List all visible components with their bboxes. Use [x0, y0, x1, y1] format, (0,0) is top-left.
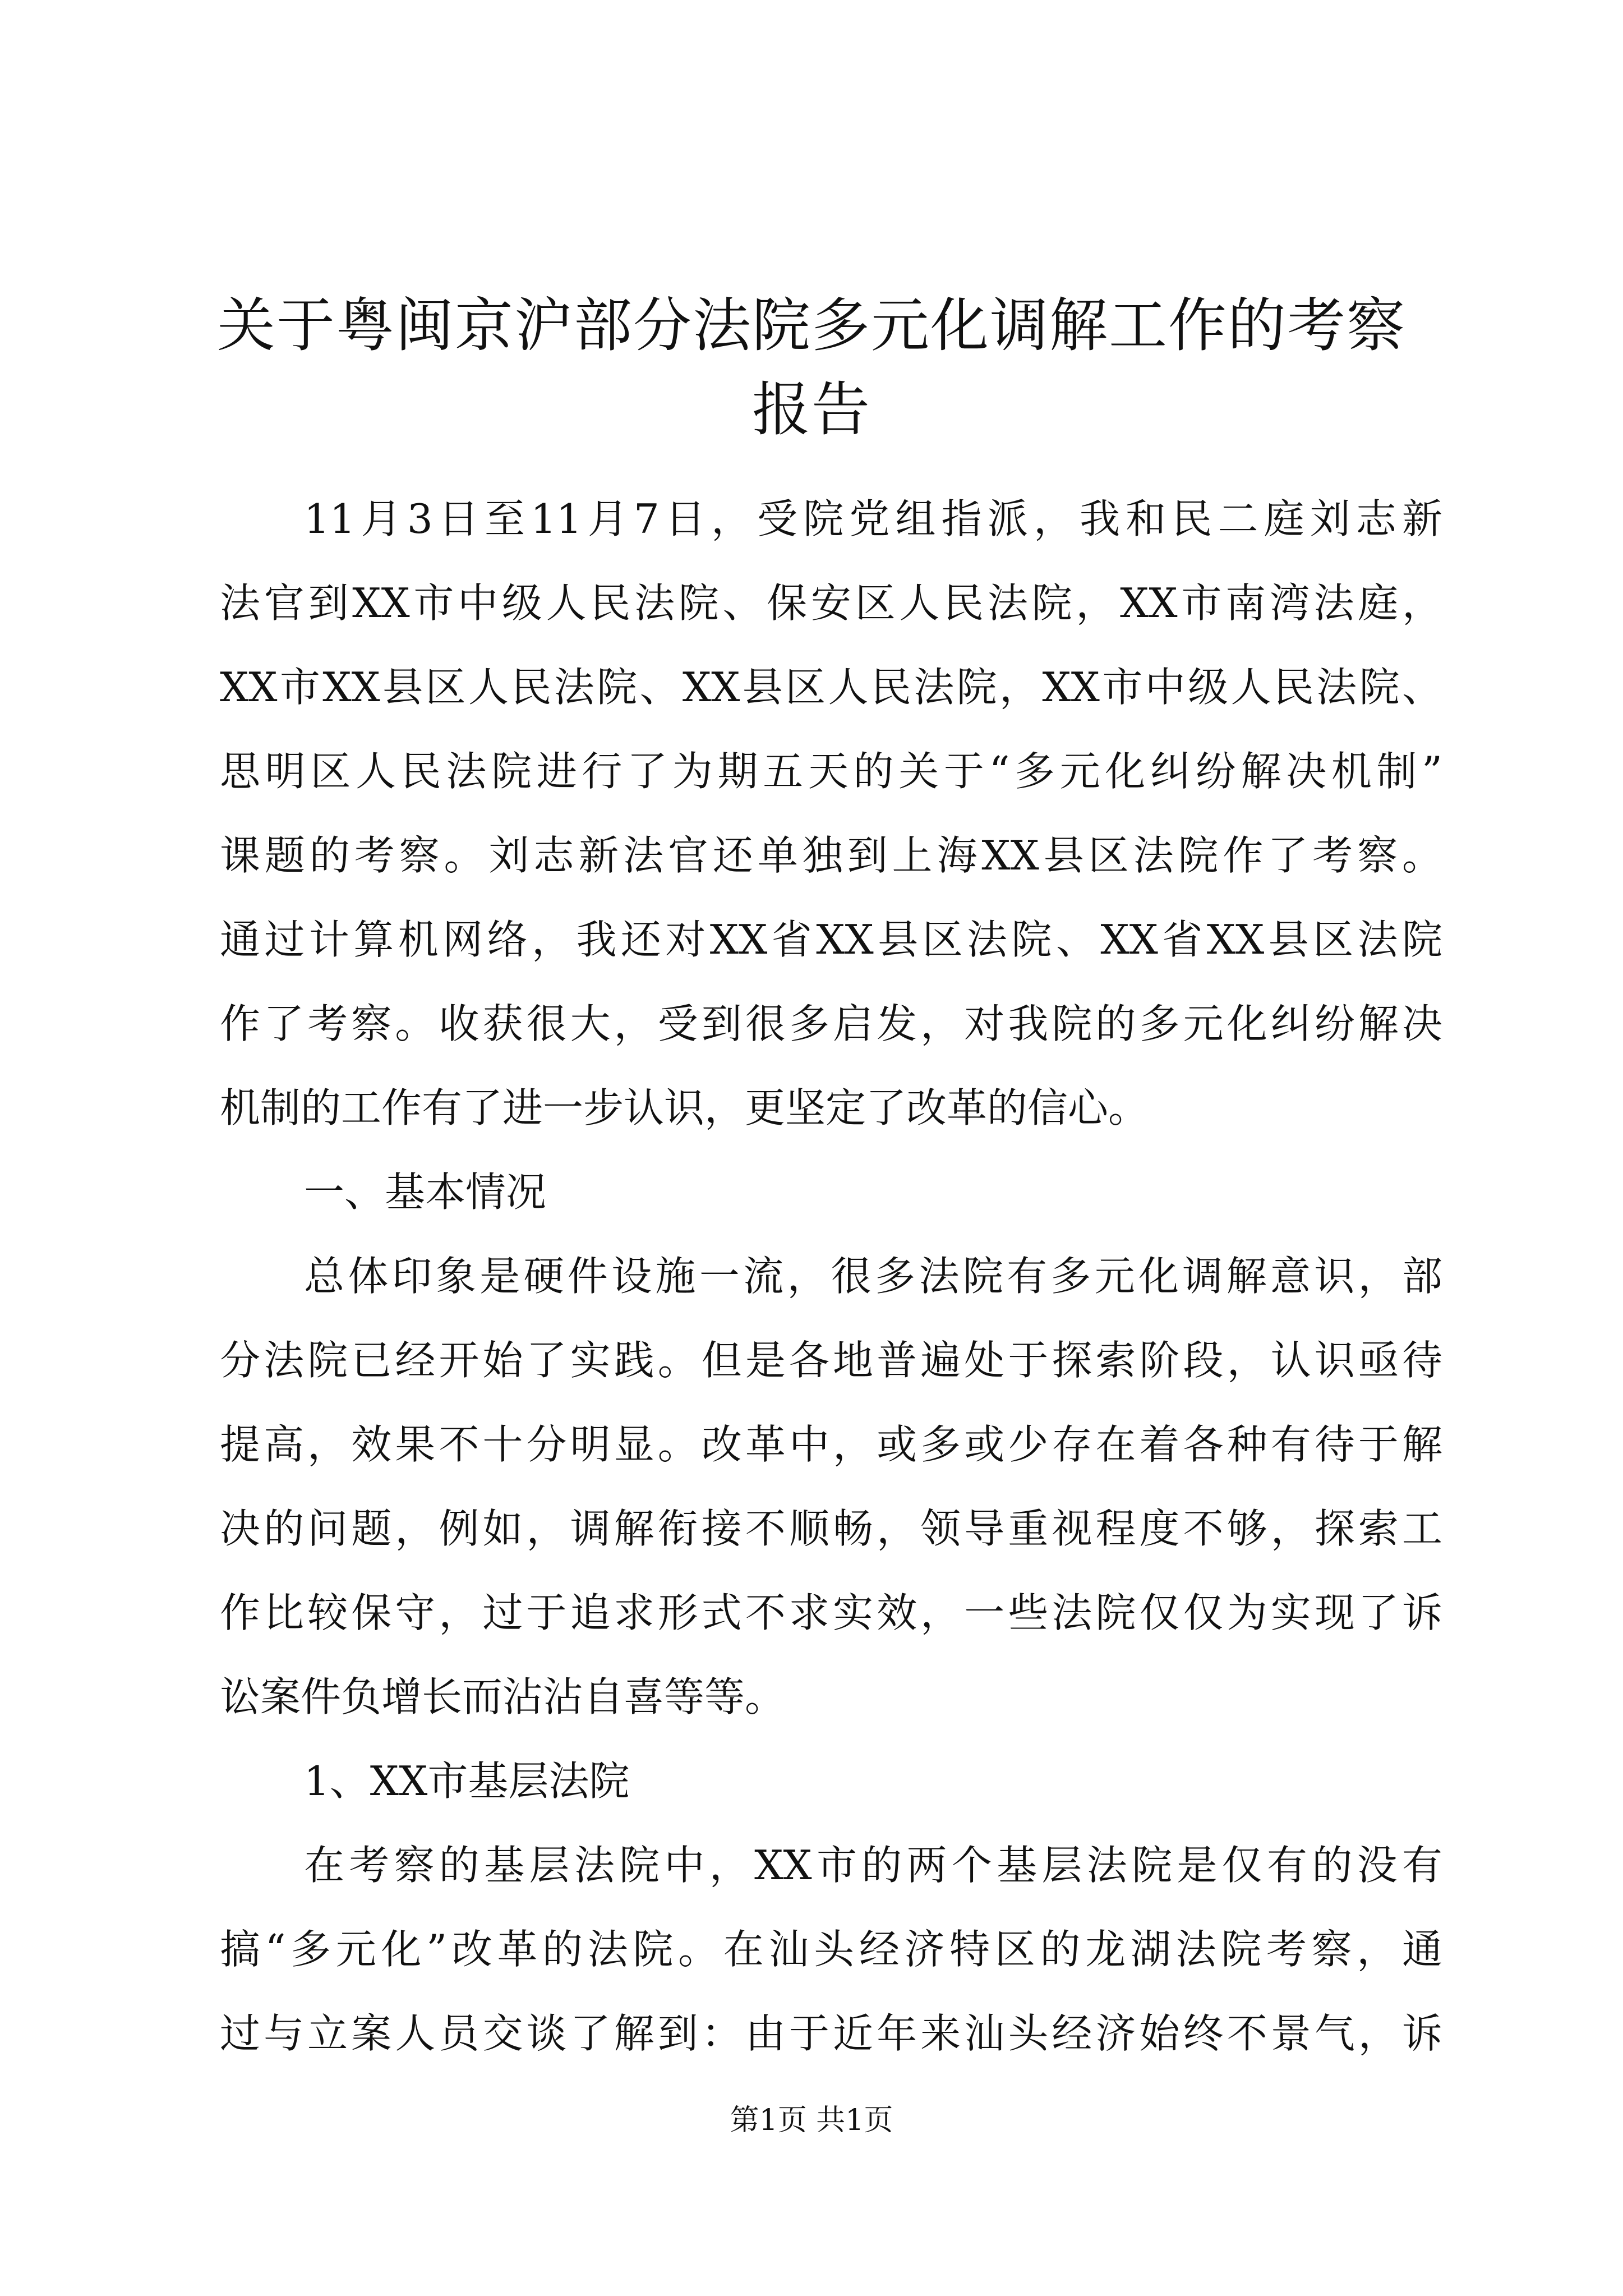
text-line: 作比较保守，过于追求形式不求实效，一些法院仅仅为实现了诉: [220, 1589, 1442, 1636]
text-line: 决的问题，例如，调解衔接不顺畅，领导重视程度不够，探索工: [220, 1505, 1442, 1552]
text-line: 11月3日至11月7日，受院党组指派，我和民二庭刘志新: [304, 495, 1442, 542]
text-line: 讼案件负增长而沾沾自喜等等。: [220, 1673, 786, 1720]
document-title-line-1: 关于粤闽京沪部分法院多元化调解工作的考察: [216, 291, 1406, 360]
document-title-line-2: 报告: [751, 375, 871, 444]
page-footer: [0, 2101, 1623, 2140]
text-line: 分法院已经开始了实践。但是各地普遍处于探索阶段，认识亟待: [220, 1337, 1442, 1384]
text-line: 总体印象是硬件设施一流，很多法院有多元化调解意识，部: [304, 1253, 1442, 1300]
text-line: 思明区人民法院进行了为期五天的关于“多元化纠纷解决机制”: [220, 748, 1442, 795]
subsection-heading-xx-court: [220, 1739, 1442, 1823]
subsection-heading: 1、XX市基层法院: [304, 1757, 630, 1805]
text-line: XX市XX县区人民法院、XX县区人民法院，XX市中级人民法院、: [220, 664, 1442, 711]
text-line: 搞“多元化”改革的法院。在汕头经济特区的龙湖法院考察，通: [220, 1926, 1442, 1973]
page-number-label: 第1页 共1页: [730, 2104, 893, 2137]
text-line: 提高，效果不十分明显。改革中，或多或少存在着各种有待于解: [220, 1421, 1442, 1468]
text-line: 通过计算机网络，我还对XX省XX县区法院、XX省XX县区法院: [220, 916, 1442, 963]
paragraph-2: [220, 1234, 1442, 1739]
section-heading-basic: [220, 1150, 1442, 1234]
text-line: 机制的工作有了进一步认识，更坚定了改革的信心。: [220, 1084, 1149, 1131]
text-line: 课题的考察。刘志新法官还单独到上海XX县区法院作了考察。: [220, 832, 1442, 879]
section-heading: 一、基本情况: [304, 1168, 547, 1216]
text-line: 作了考察。收获很大，受到很多启发，对我院的多元化纠纷解决: [220, 1000, 1442, 1047]
paragraph-3: [220, 1823, 1442, 2076]
paragraph-1: [220, 477, 1442, 1150]
text-line: 法官到XX市中级人民法院、保安区人民法院，XX市南湾法庭，: [220, 579, 1442, 627]
text-line: 在考察的基层法院中，XX市的两个基层法院是仅有的没有: [304, 1842, 1442, 1889]
text-line: 过与立案人员交谈了解到：由于近年来汕头经济始终不景气，诉: [220, 2010, 1442, 2057]
